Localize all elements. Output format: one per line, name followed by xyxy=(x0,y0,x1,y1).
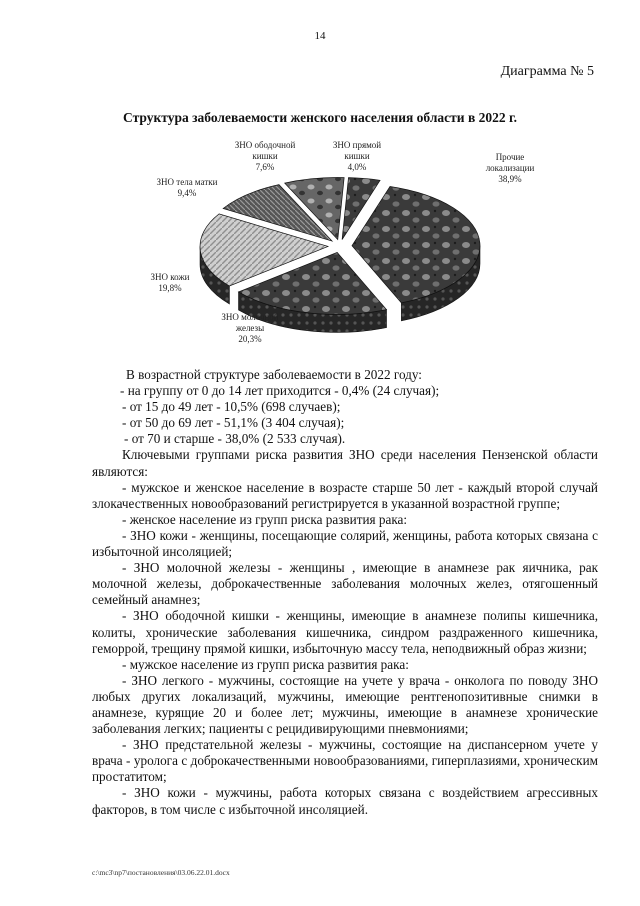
pie-slice-label: ЗНО тела матки 9,4% xyxy=(156,177,218,198)
paragraph: - от 50 до 69 лет - 51,1% (3 404 случая); xyxy=(122,415,345,431)
paragraph: Ключевыми группами риска развития ЗНО среди населения Пензенской области являются: xyxy=(92,447,598,479)
paragraph: - мужское население из групп риска развития рака: xyxy=(122,656,409,672)
paragraph: - женское население из групп риска развития рака: xyxy=(122,511,408,527)
paragraph: - на группу от 0 до 14 лет приходится - 0,4% (24 случая); xyxy=(120,383,440,399)
pie-slice-label: ЗНО кожи 19,8% xyxy=(150,272,190,293)
pie-slice-label: ЗНО ободочной кишки 7,6% xyxy=(234,140,296,172)
paragraph: - от 70 и старше - 38,0% (2 533 случая). xyxy=(124,431,346,447)
paragraph: - ЗНО предстательной железы - мужчины, состоящие на диспансерном учете у врача - уролога с доброкачественными новообразованиями, гиперплазиями, хроническим простатитом; xyxy=(92,737,598,785)
paragraph: - ЗНО молочной железы - женщины , имеющие в анамнезе рак яичника, рак молочной железы, доброкачественные заболевания молочных желез, отягошенный семейный анамнез; xyxy=(92,560,598,608)
paragraph: - ЗНО ободочной кишки - женщины, имеющие в анамнезе полипы кишечника, колиты, хронические заболевания кишечника, синдром раздраженного кишечника, геморрой, трещину прямой кишки, избыточную массу тела, неподвижный образ жизни; xyxy=(92,608,598,656)
chart-title: Структура заболеваемости женского населения области в 2022 г. xyxy=(123,110,517,125)
paragraph: - ЗНО легкого - мужчины, состоящие на учете у врача - онколога по поводу ЗНО любых других локализаций, мужчины, имеющие рентгенопозитивные снимки в анамнезе, курящие 20 и более лет; мужчины, имеющие в анамнезе хронические заболевания легких; пациенты с рецидивирующими пневмониями; xyxy=(92,672,598,737)
file-path-footer: c:\mc3\np7\постановления\03.06.22.01.docx xyxy=(92,868,230,877)
pie-slice-label: ЗНО прямой кишки 4,0% xyxy=(332,140,382,172)
diagram-label: Диаграмма № 5 xyxy=(500,64,594,79)
pie-slices xyxy=(200,178,480,333)
paragraph: - ЗНО кожи - мужчины, работа которых связана с воздействием агрессивных факторов, в том числе с избыточной инсоляцией. xyxy=(92,785,598,817)
body-text xyxy=(92,367,598,818)
pie-slice-label: Прочие локализации 38,9% xyxy=(485,152,535,184)
page-number: 14 xyxy=(314,30,326,42)
pie-slice-label: ЗНО молочной железы 20,3% xyxy=(221,312,279,344)
paragraph: В возрастной структуре заболеваемости в 2022 году: xyxy=(126,367,422,382)
paragraph: - от 15 до 49 лет - 10,5% (698 случаев); xyxy=(122,399,341,415)
pie-chart xyxy=(0,125,640,360)
paragraph: - мужское и женское население в возрасте старше 50 лет - каждый второй случай злокачественных новообразований регистрируется в указанной возрастной группе; xyxy=(92,479,598,511)
paragraph: - ЗНО кожи - женщины, посещающие солярий, женщины, работа которых связана с избыточной инсоляцией; xyxy=(92,527,598,560)
